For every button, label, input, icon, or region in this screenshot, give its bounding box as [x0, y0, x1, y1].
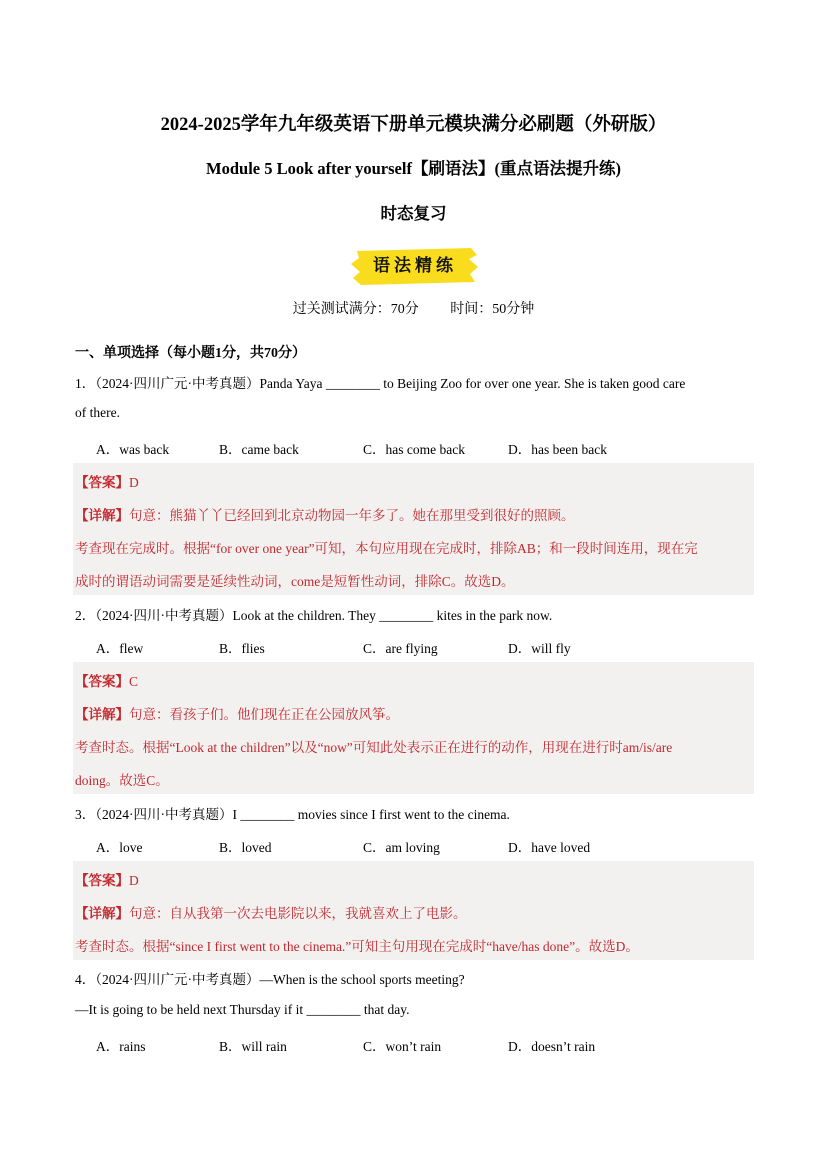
full-score: 过关测试满分：70分	[292, 302, 419, 317]
q1-answer: 【答案】D	[75, 475, 139, 490]
q2-explanation: 考查时态。根据“Look at the children”以及“now”可知此处表示正在进行的动作，用现在进行时am/is/are	[75, 740, 673, 755]
q1-option-d: D．has been back	[508, 442, 607, 457]
document-title: 2024-2025学年九年级英语下册单元模块满分必刷题（外研版）	[160, 115, 667, 135]
q4-option-c: C．won’t rain	[363, 1039, 442, 1054]
q2-answer: 【答案】C	[75, 674, 139, 689]
q1-option-a: A．was back	[96, 442, 170, 457]
question-1-stem-cont: of there.	[75, 405, 120, 420]
question-1-stem: 1．（2024·四川广元·中考真题）Panda Yaya ________ to Beijing Zoo for over one year. She is taken good care	[75, 376, 686, 391]
q1-explanation: 考查现在完成时。根据“for over one year”可知，本句应用现在完成时，排除AB；和一段时间连用，现在完	[75, 541, 698, 556]
q3-detail: 【详解】句意：自从我第一次去电影院以来，我就喜欢上了电影。	[75, 906, 467, 921]
q2-answer-box	[73, 662, 754, 794]
q1-option-b: B．came back	[219, 442, 299, 457]
q2-option-a: A．flew	[96, 641, 144, 656]
section-heading: 一、单项选择（每小题1分，共70分）	[75, 346, 306, 361]
question-4-stem: 4．（2024·四川广元·中考真题）—When is the school sports meeting?	[75, 972, 465, 987]
q1-option-c: C．has come back	[363, 442, 465, 457]
q3-explanation: 考查时态。根据“since I first went to the cinema.”可知主句用现在完成时“have/has done”。故选D。	[75, 939, 639, 954]
topic-heading: 时态复习	[380, 204, 447, 223]
q3-option-c: C．am loving	[363, 840, 440, 855]
banner-label: 语法精练	[373, 256, 457, 276]
q4-option-d: D．doesn’t rain	[508, 1039, 596, 1054]
test-info	[0, 298, 827, 318]
q3-answer: 【答案】D	[75, 873, 139, 888]
q2-option-b: B．flies	[219, 641, 265, 656]
q2-option-d: D．will fly	[508, 641, 571, 656]
q3-option-d: D．have loved	[508, 840, 591, 855]
q1-detail: 【详解】句意：熊猫丫丫已经回到北京动物园一年多了。她在那里受到很好的照顾。	[75, 508, 575, 523]
q3-option-a: A．love	[96, 840, 143, 855]
q1-explanation-cont: 成时的谓语动词需要是延续性动词，come是短暂性动词，排除C。故选D。	[75, 574, 515, 589]
q2-detail: 【详解】句意：看孩子们。他们现在正在公园放风筝。	[75, 707, 399, 722]
question-3-stem: 3．（2024·四川·中考真题）I ________ movies since I first went to the cinema.	[75, 807, 510, 822]
question-2-stem: 2．（2024·四川·中考真题）Look at the children. They ________ kites in the park now.	[75, 608, 553, 623]
q2-explanation-cont: doing。故选C。	[75, 773, 169, 788]
q3-option-b: B．loved	[219, 840, 272, 855]
q4-option-b: B．will rain	[219, 1039, 287, 1054]
question-4-stem-cont: —It is going to be held next Thursday if it ________ that day.	[75, 1002, 410, 1017]
q2-option-c: C．are flying	[363, 641, 438, 656]
grammar-practice-banner	[351, 245, 479, 287]
q4-option-a: A．rains	[96, 1039, 146, 1054]
module-subtitle: Module 5 Look after yourself【刷语法】(重点语法提升练)	[206, 159, 621, 178]
time-limit: 时间：50分钟	[450, 302, 535, 317]
